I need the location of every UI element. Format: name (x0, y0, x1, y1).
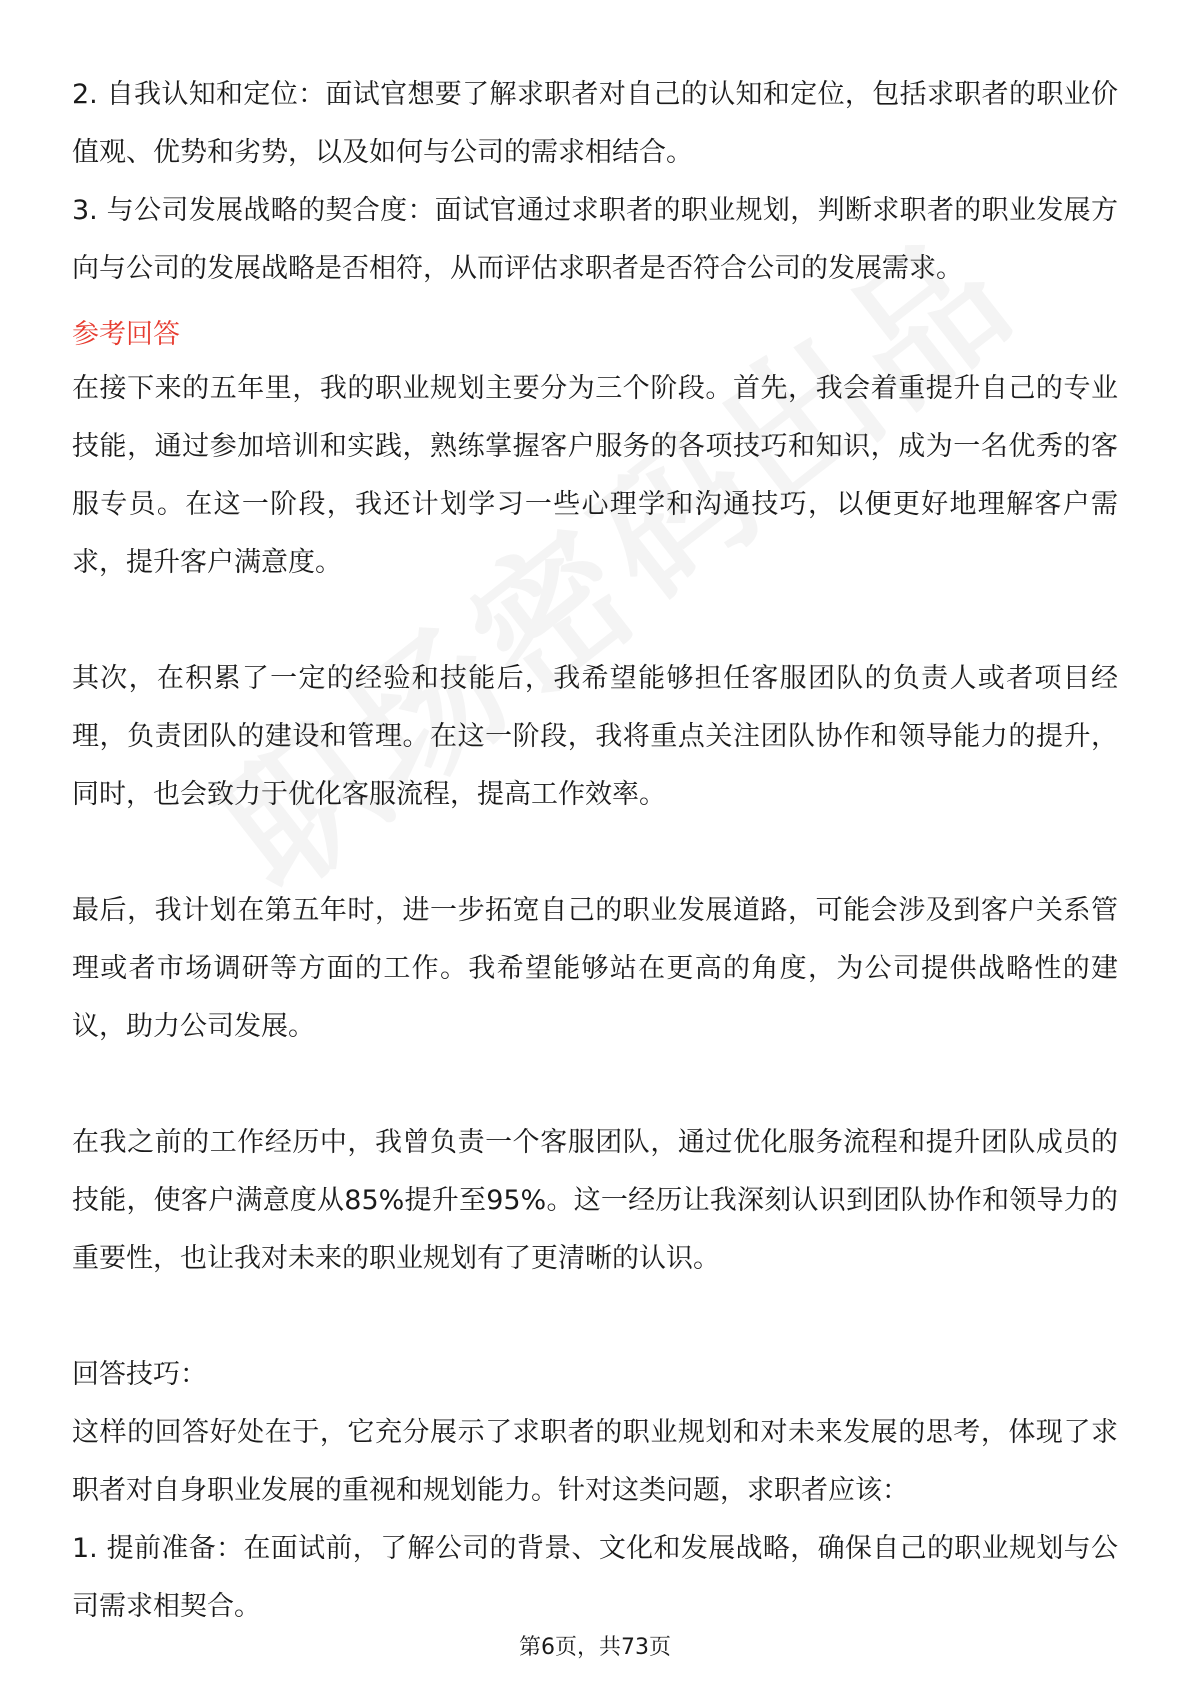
paragraph-spacer (72, 1288, 1118, 1346)
tips-intro: 这样的回答好处在于，它充分展示了求职者的职业规划和对未来发展的思考，体现了求职者对自身职业发展的重视和规划能力。针对这类问题，求职者应该： (72, 1417, 1118, 1506)
tips-heading: 回答技巧： (72, 1359, 207, 1390)
intro-item-2: 2. 自我认知和定位：面试官想要了解求职者对自己的认知和定位，包括求职者的职业价值观、优势和劣势，以及如何与公司的需求相结合。 (72, 79, 1118, 168)
answer-paragraph-2: 其次，在积累了一定的经验和技能后，我希望能够担任客服团队的负责人或者项目经理，负责团队的建设和管理。在这一阶段，我将重点关注团队协作和领导能力的提升，同时，也会致力于优化客服流程，提高工作效率。 (72, 663, 1118, 810)
answer-paragraph-3: 最后，我计划在第五年时，进一步拓宽自己的职业发展道路，可能会涉及到客户关系管理或者市场调研等方面的工作。我希望能够站在更高的角度，为公司提供战略性的建议，助力公司发展。 (72, 895, 1118, 1042)
page-content (72, 66, 1118, 1636)
tips-item-1: 1. 提前准备：在面试前，了解公司的背景、文化和发展战略，确保自己的职业规划与公司需求相契合。 (72, 1533, 1118, 1622)
answer-paragraph-4: 在我之前的工作经历中，我曾负责一个客服团队，通过优化服务流程和提升团队成员的技能，使客户满意度从85%提升至95%。这一经历让我深刻认识到团队协作和领导力的重要性，也让我对未来的职业规划有了更清晰的认识。 (72, 1127, 1118, 1274)
reference-answer-heading: 参考回答 (72, 319, 180, 350)
paragraph-spacer (72, 592, 1118, 650)
paragraph-spacer (72, 824, 1118, 882)
intro-item-3: 3. 与公司发展战略的契合度：面试官通过求职者的职业规划，判断求职者的职业发展方向与公司的发展战略是否相符，从而评估求职者是否符合公司的发展需求。 (72, 195, 1118, 284)
paragraph-spacer (72, 1056, 1118, 1114)
answer-paragraph-1: 在接下来的五年里，我的职业规划主要分为三个阶段。首先，我会着重提升自己的专业技能，通过参加培训和实践，熟练掌握客户服务的各项技巧和知识，成为一名优秀的客服专员。在这一阶段，我还计划学习一些心理学和沟通技巧，以便更好地理解客户需求，提升客户满意度。 (72, 373, 1118, 578)
page-number-footer: 第6页，共73页 (519, 1635, 671, 1660)
